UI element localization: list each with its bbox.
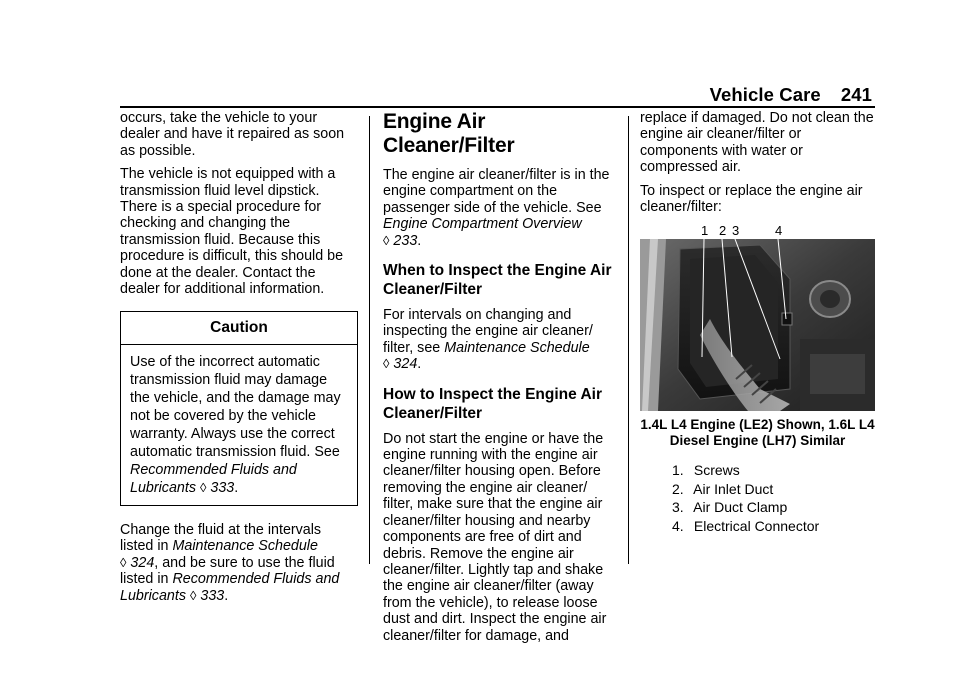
paragraph: Do not start the engine or have the engine running with the engine air cleaner/filter housing open. Before removing the engine air cleaner/ filter, make sure that the engine air cleaner/filter housing and nearby components are free of dirt and debris. Remove the engine air cleaner/filter. Lightly tap and shake the engine air cleaner/filter (away from the vehicle), to release loose dust and dirt. Inspect the engine air cleaner/filter for damage, and <box>383 430 607 644</box>
section-title: Vehicle Care <box>709 84 821 105</box>
column-divider <box>369 116 370 564</box>
engine-compartment-photo <box>640 239 875 411</box>
callout-number: 2 <box>719 223 727 239</box>
caution-title: Caution <box>121 312 357 344</box>
column-right <box>640 110 878 535</box>
paragraph: To inspect or replace the engine air cleaner/filter: <box>640 182 863 216</box>
ref-page[interactable]: 233 <box>393 232 418 249</box>
paragraph-text: Change the fluid at the intervals listed in <box>120 521 322 555</box>
paragraph: replace if damaged. Do not clean the engine air cleaner/filter or components with water or compressed air. <box>640 110 874 176</box>
page-number: 241 <box>840 84 872 105</box>
page-ref-icon: ◊ <box>120 554 127 570</box>
paragraph: Change the fluid at the intervals listed in Maintenance Schedule ◊ 324, and be sure to use the fluid listed in Recommended Fluids and Lubricants ◊ 333. <box>120 521 340 604</box>
caution-text: Use of the incorrect automatic transmission fluid may damage the vehicle, and the damage may not be covered by the vehicle warranty. Always use the correct automatic transmission fluid. See <box>130 353 341 460</box>
page-ref-icon: ◊ <box>383 232 390 248</box>
legend-item <box>672 480 878 498</box>
page-ref-icon: ◊ <box>383 356 390 372</box>
legend-item <box>672 461 878 479</box>
ref-page[interactable]: 324 <box>130 554 155 571</box>
legend-number: 2. <box>672 480 684 497</box>
paragraph: occurs, take the vehicle to your dealer and have it repaired as soon as possible. <box>120 110 345 159</box>
legend-label: Air Inlet Duct <box>693 480 774 497</box>
header-rule <box>120 106 875 108</box>
legend-number: 1. <box>672 462 684 479</box>
page-ref-icon: ◊ <box>189 587 197 603</box>
paragraph-text: For intervals on changing and inspecting the engine air cleaner/ filter, see <box>383 307 593 356</box>
callout-numbers <box>640 223 875 239</box>
column-middle <box>383 110 621 651</box>
legend-label: Air Duct Clamp <box>693 499 788 516</box>
column-divider <box>628 116 629 564</box>
legend-label: Electrical Connector <box>693 517 820 534</box>
paragraph: For intervals on changing and inspecting the engine air cleaner/ filter, see Maintenance Schedule ◊ 324. <box>383 307 593 373</box>
paragraph: The vehicle is not equipped with a transmission fluid level dipstick. There is a special procedure for checking and changing the transmission fluid. Because this procedure is difficult, this should be done at the dealer. Contact the dealer for additional information. <box>120 166 344 298</box>
caution-box <box>120 311 358 505</box>
ref-link[interactable]: Engine Compartment Overview <box>383 216 582 233</box>
column-left <box>120 110 358 611</box>
callout-number: 4 <box>775 223 783 239</box>
ref-link[interactable]: Maintenance Schedule <box>444 339 590 356</box>
legend-item <box>672 498 878 516</box>
ref-page[interactable]: 333 <box>200 587 225 604</box>
page-header <box>710 84 872 106</box>
subsection-heading: When to Inspect the Engine Air Cleaner/Filter <box>383 262 612 299</box>
callout-number: 3 <box>732 223 740 239</box>
figure-caption: 1.4L L4 Engine (LE2) Shown, 1.6L L4 Diesel Engine (LH7) Similar <box>640 417 875 449</box>
ref-page[interactable]: 324 <box>393 356 418 373</box>
section-heading: Engine Air Cleaner/Filter <box>383 110 515 157</box>
legend-label: Screws <box>693 462 740 479</box>
callout-number: 1 <box>701 223 709 239</box>
ref-link[interactable]: Recommended Fluids and Lubricants <box>120 571 340 604</box>
subsection-heading: How to Inspect the Engine Air Cleaner/Filter <box>383 385 603 422</box>
legend-item <box>672 517 878 535</box>
caution-ref-page[interactable]: 333 <box>210 479 235 496</box>
engine-figure <box>640 223 875 449</box>
legend-number: 3. <box>672 499 684 516</box>
figure-legend <box>640 461 878 535</box>
paragraph: The engine air cleaner/filter is in the engine compartment on the passenger side of the vehicle. See Engine Compartment Overview ◊ 233. <box>383 167 610 249</box>
ref-link[interactable]: Maintenance Schedule <box>172 538 318 555</box>
caution-ref-link[interactable]: Recommended Fluids and Lubricants <box>130 461 297 496</box>
paragraph-text: The engine air cleaner/filter is in the engine compartment on the passenger side of the vehicle. See <box>383 167 610 216</box>
page-ref-icon: ◊ <box>199 479 207 495</box>
legend-number: 4. <box>672 517 684 534</box>
paragraph-text: , and be sure to use the fluid listed in <box>120 554 335 588</box>
caution-body: Use of the incorrect automatic transmission fluid may damage the vehicle, and the damage may not be covered by the vehicle warranty. Always use the correct automatic transmission fluid. See Recommended Fluids and Lubricants ◊ 333. <box>130 353 341 496</box>
